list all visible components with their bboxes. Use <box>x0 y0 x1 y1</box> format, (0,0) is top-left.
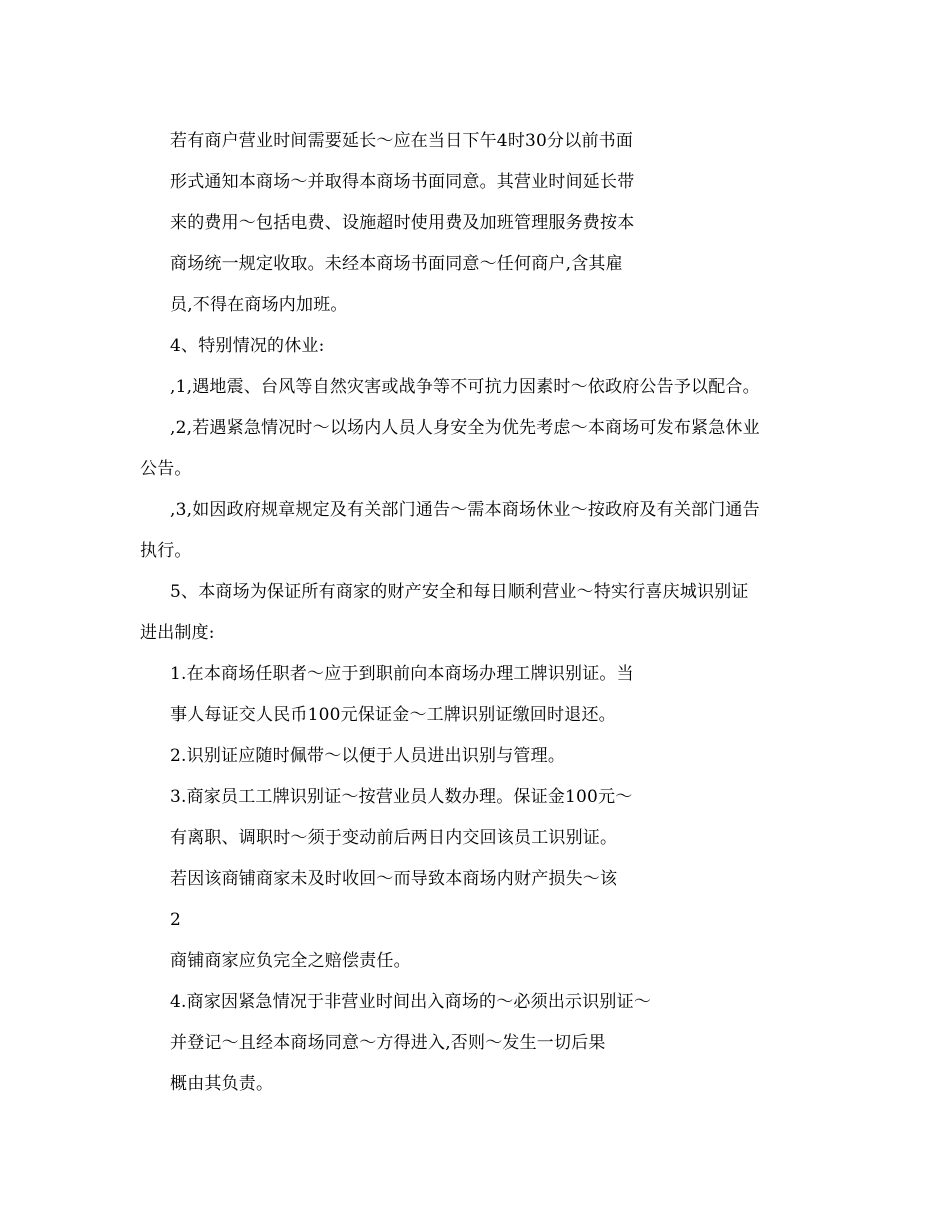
list-item-continuation: 并登记～且经本商场同意～方得进入,否则～发生一切后果 <box>170 1033 606 1053</box>
list-item: 2.识别证应随时佩带～以便于人员进出识别与管理。 <box>170 746 566 766</box>
list-item-continuation: 概由其负责。 <box>170 1074 274 1094</box>
section-heading: 4、特别情况的休业: <box>170 336 325 356</box>
list-item: 4.商家因紧急情况于非营业时间出入商场的～必须出示识别证～ <box>170 992 652 1012</box>
section-heading: 5、本商场为保证所有商家的财产安全和每日顺利营业～特实行喜庆城识别证 <box>170 582 749 602</box>
list-item: 3.商家员工工牌识别证～按营业员人数办理。保证金100元～ <box>170 787 633 807</box>
paragraph-line: 商场统一规定收取。未经本商场书面同意～任何商户,含其雇 <box>170 254 623 274</box>
list-item-continuation: 事人每证交人民币100元保证金～工牌识别证缴回时退还。 <box>170 705 616 725</box>
list-item-continuation: 商铺商家应负完全之赔偿责任。 <box>170 951 411 971</box>
list-item-continuation: 公告。 <box>140 459 192 479</box>
paragraph-line: 员,不得在商场内加班。 <box>170 295 348 315</box>
list-item-continuation: 有离职、调职时～须于变动前后两日内交回该员工识别证。 <box>170 828 618 848</box>
list-item: ,1,遇地震、台风等自然灾害或战争等不可抗力因素时～依政府公告予以配合。 <box>170 377 760 397</box>
list-item: ,2,若遇紧急情况时～以场内人员人身安全为优先考虑～本商场可发布紧急休业 <box>170 418 760 438</box>
paragraph-line: 来的费用～包括电费、设施超时使用费及加班管理服务费按本 <box>170 213 635 233</box>
page-number: 2 <box>170 910 182 930</box>
list-item-continuation: 执行。 <box>140 541 192 561</box>
list-item-continuation: 若因该商铺商家未及时收回～而导致本商场内财产损失～该 <box>170 869 618 889</box>
section-heading-continuation: 进出制度: <box>140 623 215 643</box>
paragraph-line: 若有商户营业时间需要延长～应在当日下午4时30分以前书面 <box>170 131 634 151</box>
list-item: ,3,如因政府规章规定及有关部门通告～需本商场休业～按政府及有关部门通告 <box>170 500 760 520</box>
paragraph-line: 形式通知本商场～并取得本商场书面同意。其营业时间延长带 <box>170 172 635 192</box>
list-item: 1.在本商场任职者～应于到职前向本商场办理工牌识别证。当 <box>170 664 634 684</box>
